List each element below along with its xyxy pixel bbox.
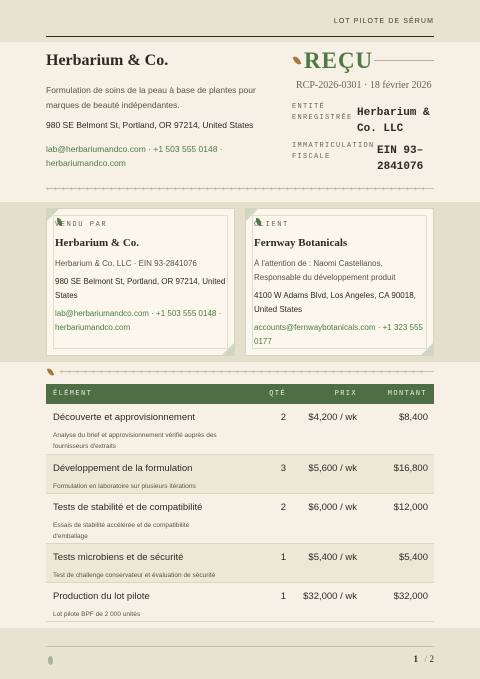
brand-tagline: Formulation de soins de la peau à base de plantes pour marques de beauté indépendantes.: [46, 85, 256, 110]
client-attention: À l'attention de : Naomi Castellanos, Responsable du développement produit: [254, 259, 396, 282]
page-total: 2: [429, 654, 434, 664]
seller-contact: lab@herbariumandco.com · +1 503 555 0148 · herbariumandco.com: [46, 144, 223, 168]
client-address: 4100 W Adams Blvd, Los Angeles, CA 90018, United States: [254, 291, 416, 314]
table-row: [46, 583, 434, 622]
item-qty: 2: [280, 412, 286, 423]
sold-by-legal: Herbarium & Co. LLC · EIN 93-2841076: [55, 259, 197, 268]
item-price: $6,000 / wk: [308, 502, 357, 513]
table-header: [46, 384, 434, 404]
receipt-title: REÇU: [304, 48, 374, 73]
document-category: LOT PILOTE DE SÉRUM: [333, 18, 434, 25]
page-current: 1: [413, 654, 418, 664]
item-description: Essais de stabilité accélérée et de compatibilité d'emballage: [53, 522, 190, 540]
receipt-number: RCP-2026-0301 · 18 février 2026: [296, 80, 432, 91]
col-amount: MONTANT: [387, 390, 427, 398]
top-rule: [46, 36, 434, 37]
item-description: Analyse du brief et approvisionnement vérifié auprès des fournisseurs d'extraits: [53, 432, 217, 450]
item-price: $5,600 / wk: [308, 463, 357, 474]
item-qty: 1: [280, 552, 286, 563]
client-card: [245, 208, 434, 356]
table-row: [46, 404, 434, 455]
item-price: $4,200 / wk: [308, 412, 357, 423]
item-amount: $5,400: [398, 552, 428, 563]
title-rule: [374, 60, 434, 61]
item-amount: $32,000: [393, 591, 428, 602]
item-amount: $8,400: [398, 412, 428, 423]
item-name: Découverte et approvisionnement: [53, 412, 196, 423]
entity-label: ENTITÉ ENREGISTRÉE: [292, 103, 353, 122]
item-amount: $16,800: [393, 463, 428, 474]
leaf-icon: [47, 367, 54, 376]
item-name: Tests de stabilité et de compatibilité: [53, 502, 203, 513]
header: [0, 42, 480, 202]
item-name: Production du lot pilote: [53, 591, 150, 602]
sold-by-name: Herbarium & Co.: [55, 237, 140, 249]
item-qty: 3: [280, 463, 286, 474]
table-row: [46, 494, 434, 544]
footer-rule: [46, 646, 434, 647]
parties-section: [0, 202, 480, 362]
header-divider: › › › › › › › › › › › › › › › › › › › › › › › › › › › › › › › › › › › › › › › › › › › › › › › ›: [46, 183, 434, 193]
client-name: Fernway Botanicals: [254, 237, 348, 249]
client-contact: accounts@fernwaybotanicals.com · +1 323 555 0177: [254, 323, 423, 346]
seller-address: 980 SE Belmont St, Portland, OR 97214, United States: [46, 120, 254, 130]
tax-label: IMMATRICULATION FISCALE: [292, 142, 375, 161]
table-row: [46, 455, 434, 494]
col-qty: QTÉ: [269, 390, 286, 398]
item-qty: 2: [280, 502, 286, 513]
leaf-icon: [48, 656, 53, 665]
brand-name: Herbarium & Co.: [46, 52, 169, 69]
tax-value: EIN 93–2841076: [377, 145, 424, 173]
sold-by-address: 980 SE Belmont St, Portland, OR 97214, United States: [55, 277, 226, 300]
page-separator: /: [424, 654, 427, 664]
col-item: ÉLÉMENT: [53, 390, 93, 398]
items-section: [0, 362, 480, 628]
item-price: $5,400 / wk: [308, 552, 357, 563]
item-description: Lot pilote BPF de 2 000 unités: [53, 611, 141, 618]
entity-value: Herbarium & Co. LLC: [357, 107, 430, 135]
client-label: CLIENT: [254, 221, 289, 229]
sold-by-card: [46, 208, 235, 356]
items-divider: › › › › › › › › › › › › › › › › › › › › › › › › › › › › › › › › › › › › › › › › › › › › › ›: [60, 366, 434, 376]
top-bar: [0, 0, 480, 42]
sold-by-label: VENDU PAR: [55, 221, 108, 229]
item-price: $32,000 / wk: [303, 591, 357, 602]
item-amount: $12,000: [393, 502, 428, 513]
item-qty: 1: [280, 591, 286, 602]
item-name: Tests microbiens et de sécurité: [53, 552, 184, 563]
item-description: Formulation en laboratoire sur plusieurs itérations: [53, 483, 196, 490]
item-name: Développement de la formulation: [53, 463, 193, 474]
footer: [0, 628, 480, 679]
table-row: [46, 544, 434, 583]
col-price: PRIX: [334, 390, 357, 398]
leaf-icon: [293, 55, 302, 66]
sold-by-contact: lab@herbariumandco.com · +1 503 555 0148 · herbariumandco.com: [55, 309, 222, 332]
item-description: Test de challenge conservateur et évaluation de sécurité: [53, 572, 216, 579]
